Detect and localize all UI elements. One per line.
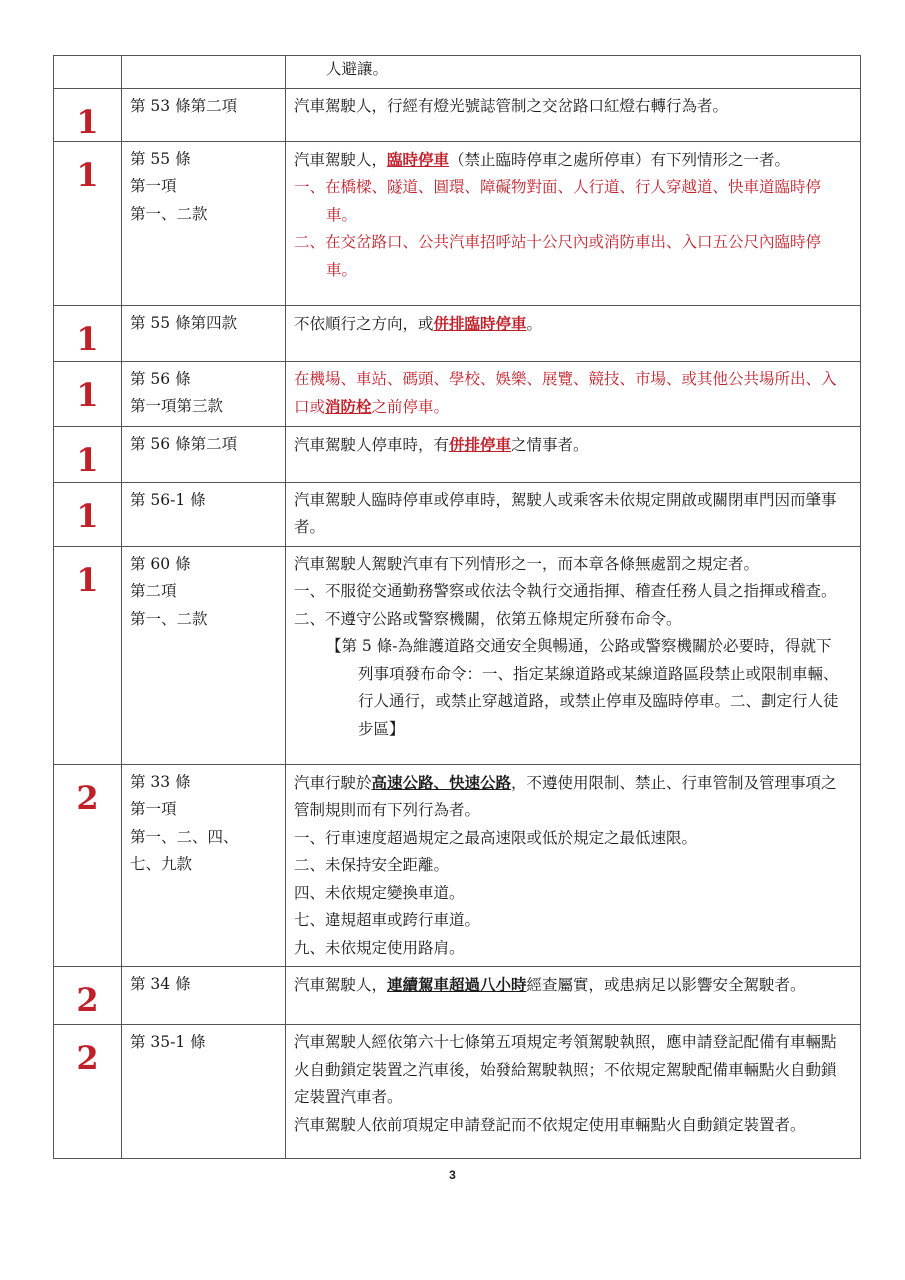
article-cell: 第 55 條 第一項 第一、二款	[122, 141, 286, 305]
description-line: 人避讓。	[326, 60, 389, 78]
points-cell: 2	[54, 764, 122, 967]
list-item: 二、未保持安全距離。	[294, 856, 450, 874]
description-line: 汽車駕駛人停車時，有併排停車之情事者。	[294, 434, 589, 454]
points-cell	[54, 56, 122, 89]
points-cell: 1	[54, 361, 122, 426]
points-cell: 1	[54, 546, 122, 764]
description-line: 在機場、車站、碼頭、學校、娛樂、展覽、競技、市場、或其他公共場所出、入口或消防栓之前停車。	[294, 369, 837, 416]
article-5-note: 【第 5 條-為維護道路交通安全與暢通，公路或警察機關於必要時，得就下列事項發布命令：一、指定某線道路或某線道路區段禁止或限制車輛、行人通行，或禁止穿越道路，或禁止停車及臨時停車。二、劃定行人徒步區】	[326, 637, 839, 738]
points-cell: 2	[54, 1025, 122, 1159]
article-cell: 第 35-1 條	[122, 1025, 286, 1159]
description-line: 汽車駕駛人依前項規定申請登記而不依規定使用車輛點火自動鎖定裝置者。	[294, 1115, 806, 1134]
description-line: 汽車駕駛人駕駛汽車有下列情形之一，而本章各條無處罰之規定者。	[294, 554, 760, 573]
article-cell	[122, 56, 286, 89]
article-cell: 第 34 條	[122, 967, 286, 1025]
description-cell	[286, 1025, 861, 1159]
table-row	[54, 764, 861, 967]
description-intro: 汽車駕駛人，臨時停車（禁止臨時停車之處所停車）有下列情形之一者。	[294, 149, 791, 169]
list-item: 二、不遵守公路或警察機關，依第五條規定所發布命令。	[294, 609, 682, 628]
emphasis-hydrant: 消防栓	[325, 397, 372, 416]
table-row	[54, 967, 861, 1025]
table-row	[54, 305, 861, 361]
table-row	[54, 426, 861, 482]
list-item: 九、未依規定使用路肩。	[294, 938, 465, 957]
article-cell: 第 55 條第四款	[122, 305, 286, 361]
description-cell	[286, 482, 861, 546]
points-cell: 2	[54, 967, 122, 1025]
traffic-penalty-table	[53, 55, 861, 1159]
emphasis-eight-hours: 連續駕車超過八小時	[387, 975, 527, 994]
article-cell: 第 33 條 第一項 第一、二、四、 七、九款	[122, 764, 286, 967]
description-cell	[286, 88, 861, 141]
description-cell	[286, 764, 861, 967]
list-item: 四、未依規定變換車道。	[294, 883, 465, 902]
table-row	[54, 1025, 861, 1159]
description-cell	[286, 361, 861, 426]
emphasis-highway: 高速公路、快速公路	[371, 772, 512, 792]
page-number: 3	[449, 1168, 456, 1182]
description-cell	[286, 967, 861, 1025]
description-line: 汽車駕駛人臨時停車或停車時，駕駛人或乘客未依規定開啟或關閉車門因而肇事者。	[294, 490, 837, 536]
description-line: 汽車駕駛人經依第六十七條第五項規定考領駕駛執照，應申請登記配備有車輛點火自動鎖定裝置之汽車後，始發給駕駛執照；不依規定駕駛配備車輛點火自動鎖定裝置汽車者。	[294, 1033, 837, 1106]
list-item: 一、行車速度超過規定之最高速限或低於規定之最低速限。	[294, 828, 698, 847]
article-cell: 第 56 條第二項	[122, 426, 286, 482]
table-row	[54, 546, 861, 764]
description-line: 不依順行之方向，或併排臨時停車。	[294, 313, 543, 333]
article-cell: 第 60 條 第二項 第一、二款	[122, 546, 286, 764]
table-row	[54, 88, 861, 141]
points-cell: 1	[54, 305, 122, 361]
description-cell	[286, 426, 861, 482]
emphasis-temporary-stop: 臨時停車	[387, 149, 450, 169]
table-row	[54, 482, 861, 546]
table-row	[54, 361, 861, 426]
description-cell	[286, 56, 861, 89]
description-cell	[286, 141, 861, 305]
article-cell: 第 56-1 條	[122, 482, 286, 546]
description-line: 汽車駕駛人，行經有燈光號誌管制之交岔路口紅燈右轉行為者。	[294, 96, 729, 115]
points-cell: 1	[54, 141, 122, 305]
emphasis-double-parking: 併排臨時停車	[433, 313, 527, 333]
article-cell: 第 53 條第二項	[122, 88, 286, 141]
list-item: 一、不服從交通勤務警察或依法令執行交通指揮、稽查任務人員之指揮或稽查。	[294, 582, 837, 600]
description-intro: 汽車行駛於高速公路、快速公路，不遵使用限制、禁止、行車管制及管理事項之管制規則而有下列行為者。	[294, 772, 837, 819]
description-cell	[286, 546, 861, 764]
list-item: 一、在橋樑、隧道、圓環、障礙物對面、人行道、行人穿越道、快車道臨時停車。	[294, 178, 822, 224]
points-cell: 1	[54, 88, 122, 141]
table-row	[54, 56, 861, 89]
description-cell	[286, 305, 861, 361]
points-cell: 1	[54, 426, 122, 482]
table-row	[54, 141, 861, 305]
article-cell: 第 56 條 第一項第三款	[122, 361, 286, 426]
points-cell: 1	[54, 482, 122, 546]
description-line: 汽車駕駛人，連續駕車超過八小時經查屬實，或患病足以影響安全駕駛者。	[294, 975, 806, 994]
list-item: 二、在交岔路口、公共汽車招呼站十公尺內或消防車出、入口五公尺內臨時停車。	[294, 233, 822, 279]
list-item: 七、違規超車或跨行車道。	[294, 911, 481, 929]
emphasis-double-parking: 併排停車	[449, 434, 512, 454]
